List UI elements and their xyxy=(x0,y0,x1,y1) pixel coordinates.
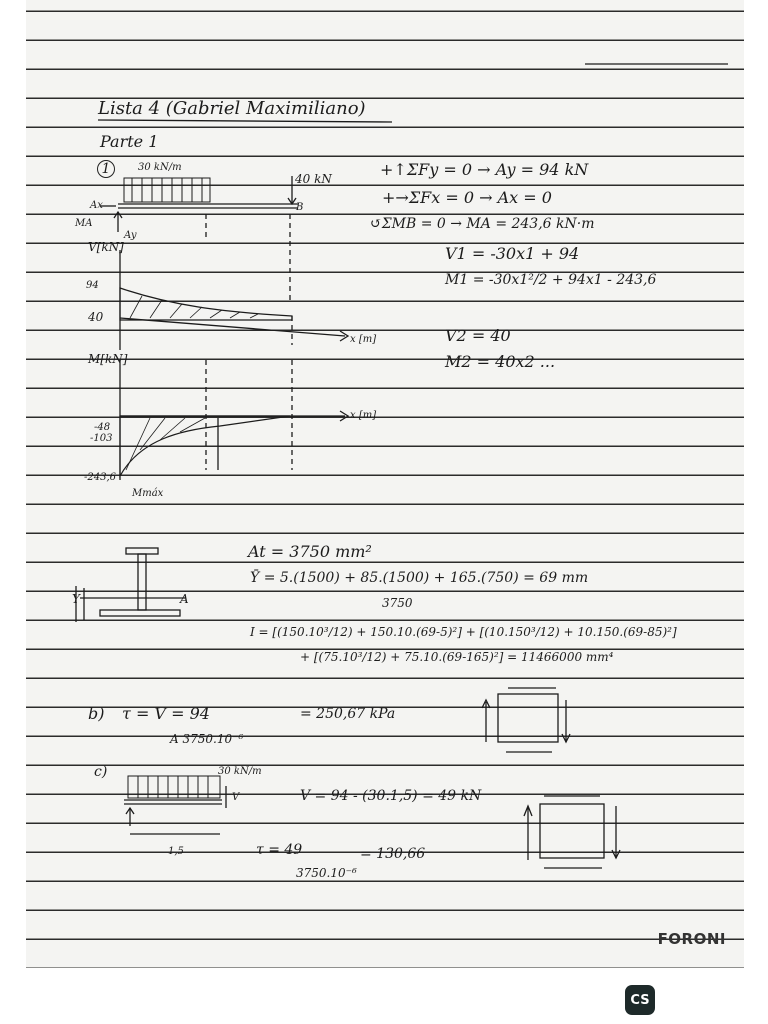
shear-axis-label: V[kN] xyxy=(88,240,124,254)
equation-m2: M2 = 40x2 ... xyxy=(445,352,556,371)
shear-xaxis-label: x [m] xyxy=(350,334,377,345)
section-area: At = 3750 mm² xyxy=(248,542,372,561)
part-c-stress-element xyxy=(524,796,620,868)
beam-sketch xyxy=(100,176,298,300)
equation-sum-fx: +→ΣFx = 0 → Ax = 0 xyxy=(382,188,552,207)
distributed-load-label: 30 kN/m xyxy=(138,162,182,173)
item-number: 1 xyxy=(97,160,115,178)
label-b: B xyxy=(296,202,304,213)
section-label-a: A xyxy=(180,592,189,606)
section-label-y: Y xyxy=(72,592,80,606)
camscanner-logo: CS xyxy=(625,985,655,1015)
t-section-sketch xyxy=(76,548,185,622)
part-b-result: = 250,67 kPa xyxy=(300,706,396,722)
part-c-distance: 1,5 xyxy=(168,846,184,857)
shear-diagram xyxy=(120,250,348,350)
label-ax: Ax xyxy=(90,200,103,211)
part-c-label: c) xyxy=(94,764,108,780)
part-b-denominator: A 3750.10⁻⁶ xyxy=(170,732,244,746)
moment-minus103-label: -103 xyxy=(90,433,113,444)
shear-94-label: 94 xyxy=(86,280,99,291)
title-underline xyxy=(98,120,392,122)
part-b-tau: τ = V = 94 xyxy=(122,704,210,723)
moment-max-label: Mmáx xyxy=(132,488,164,499)
part-c-load-label: 30 kN/m xyxy=(218,766,262,777)
label-ay: Ay xyxy=(124,230,137,241)
moment-minus48-label: -48 xyxy=(94,422,111,433)
moment-diagram xyxy=(120,360,348,480)
equation-sum-mb: ↺ΣMB = 0 → MA = 243,6 kN·m xyxy=(370,216,595,232)
section-ybar: Ȳ = 5.(1500) + 85.(1500) + 165.(750) = 69 mm xyxy=(250,570,589,586)
section-inertia-line2: + [(75.10³/12) + 75.10.(69-165)²] = 11466000 mm⁴ xyxy=(300,650,614,664)
moment-minus2436-label: -243,6 xyxy=(84,472,117,483)
equation-v2: V2 = 40 xyxy=(445,326,511,345)
part-c-tau: τ = 49 xyxy=(256,842,303,858)
part-b-stress-element xyxy=(482,688,570,752)
part-c-result: = 130,66 xyxy=(360,846,426,862)
notebook-brand-logo: FORONI xyxy=(657,930,726,948)
part-c-v-label: V xyxy=(232,792,240,803)
part-label: Parte 1 xyxy=(100,132,159,151)
page-title: Lista 4 (Gabriel Maximiliano) xyxy=(98,98,366,119)
part-c-v-equation: V = 94 - (30.1,5) = 49 kN xyxy=(300,788,482,804)
section-inertia-line1: I = [(150.10³/12) + 150.10.(69-5)²] + [(10.150³/12) + 10.150.(69-85)²] xyxy=(250,625,677,639)
part-c-beam-sketch xyxy=(124,776,226,834)
equation-m1: M1 = -30x1²/2 + 94x1 - 243,6 xyxy=(445,272,657,288)
section-ybar-denominator: 3750 xyxy=(382,596,413,610)
part-c-denominator: 3750.10⁻⁶ xyxy=(296,866,357,880)
moment-xaxis-label: x [m] xyxy=(350,410,377,421)
point-load-label: 40 kN xyxy=(295,172,332,186)
part-b-label: b) xyxy=(88,704,105,723)
label-ma: MA xyxy=(75,218,93,229)
moment-axis-label: M[kN] xyxy=(88,352,128,366)
equation-sum-fy: +↑ΣFy = 0 → Ay = 94 kN xyxy=(380,160,589,179)
shear-40-label: 40 xyxy=(88,310,104,324)
equation-v1: V1 = -30x1 + 94 xyxy=(445,244,580,263)
